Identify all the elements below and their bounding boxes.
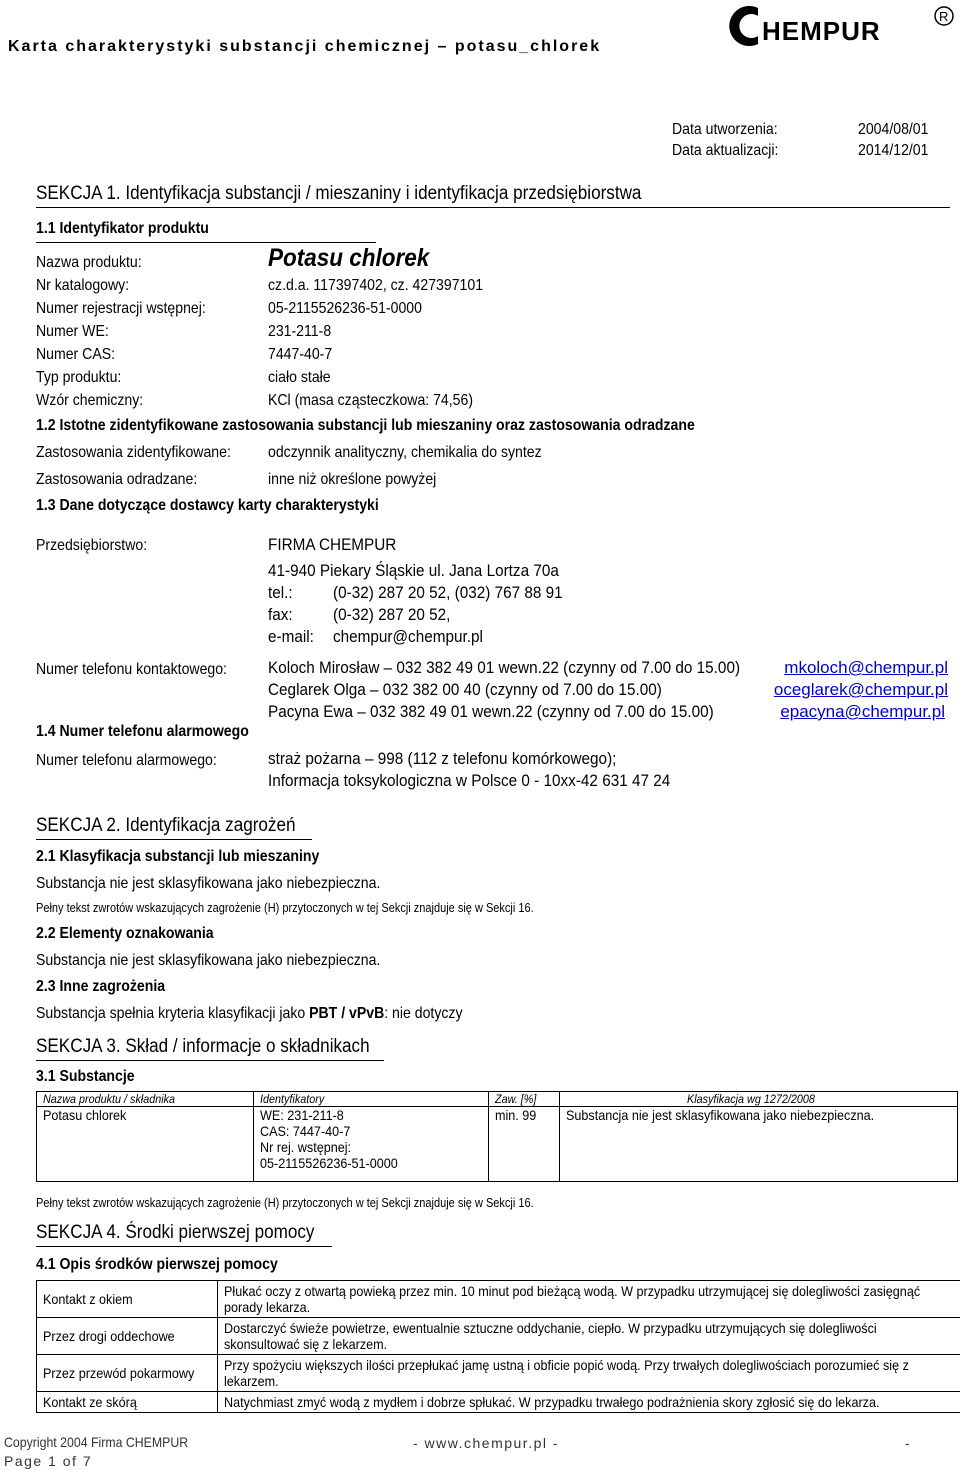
section-3-title: SEKCJA 3. Skład / informacje o składnikach (36, 1036, 370, 1057)
tel-value: (0-32) 287 20 52, (032) 767 88 91 (333, 583, 563, 602)
note-3: Pełny tekst zwrotów wskazujących zagrożenie (H) przytoczonych w tej Sekcji znajduje się w Sekcji 16. (36, 1196, 534, 1210)
contact-email-3[interactable]: epacyna@chempur.pl (780, 702, 945, 721)
heading-2-1: 2.1 Klasyfikacja substancji lub mieszaniny (36, 848, 320, 865)
text-2-2: Substancja nie jest sklasyfikowana jako niebezpieczna. (36, 952, 381, 969)
label-formula: Wzór chemiczny: (36, 392, 144, 409)
section-2-rule (36, 839, 312, 840)
section-1-rule (36, 207, 950, 208)
heading-2-3: 2.3 Inne zagrożenia (36, 978, 166, 995)
table-row (37, 1392, 960, 1413)
cell-class: Substancja nie jest sklasyfikowana jako niebezpieczna. (560, 1107, 958, 1182)
first-aid-label: Kontakt ze skórą (37, 1392, 218, 1413)
company-address: 41-940 Piekary Śląskie ul. Jana Lortza 70a (268, 561, 559, 580)
first-aid-label: Przez drogi oddechowe (37, 1318, 218, 1355)
table-header-row (37, 1092, 958, 1107)
heading-1-1-rule (36, 242, 376, 243)
col-content-header: Zaw. [%] (489, 1092, 560, 1107)
value-noruse: inne niż określone powyżej (268, 471, 437, 488)
heading-1-2: 1.2 Istotne zidentyfikowane zastosowania substancji lub mieszaniny oraz zastosowania odradzane (36, 417, 695, 434)
updated-label: Data aktualizacji: (672, 142, 779, 159)
table-row (37, 1318, 960, 1355)
tel-label: tel.: (268, 583, 293, 602)
section-2-title: SEKCJA 2. Identyfikacja zagrożeń (36, 815, 296, 836)
contact-line-2: Ceglarek Olga – 032 382 00 40 (czynny od 7.00 do 15.00) (268, 680, 662, 699)
contact-email-1[interactable]: mkoloch@chempur.pl (784, 658, 948, 677)
alarm-line-2: Informacja toksykologiczna w Polsce 0 - 10xx-42 631 47 24 (268, 771, 671, 790)
svg-text:HEMPUR: HEMPUR (762, 16, 881, 46)
section-4-rule (36, 1246, 332, 1247)
col-ids-header: Identyfikatory (254, 1092, 489, 1107)
heading-1-3: 1.3 Dane dotyczące dostawcy karty charakterystyki (36, 497, 379, 514)
contact-line-3: Pacyna Ewa – 032 382 49 01 wewn.22 (czynny od 7.00 do 15.00) (268, 702, 714, 721)
created-label: Data utworzenia: (672, 121, 778, 138)
heading-2-2: 2.2 Elementy oznakowania (36, 925, 214, 942)
label-noruse: Zastosowania odradzane: (36, 471, 198, 488)
svg-text:R: R (939, 9, 949, 24)
first-aid-text: Płukać oczy z otwartą powieką przez min. 10 minut pod bieżącą wodą. W przypadku utrzymującej się dolegliwości zasięgnąć porady lekarza. (218, 1281, 960, 1318)
composition-table (36, 1091, 958, 1182)
email-value[interactable]: chempur@chempur.pl (333, 627, 483, 646)
value-we: 231-211-8 (268, 323, 332, 340)
note-2-1: Pełny tekst zwrotów wskazujących zagrożenie (H) przytoczonych w tej Sekcji znajduje się w Sekcji 16. (36, 901, 534, 915)
value-prereg: 05-2115526236-51-0000 (268, 300, 422, 317)
label-catalog: Nr katalogowy: (36, 277, 130, 294)
value-catalog: cz.d.a. 117397402, cz. 427397101 (268, 277, 484, 294)
text-2-1: Substancja nie jest sklasyfikowana jako niebezpieczna. (36, 875, 381, 892)
cell-content: min. 99 (489, 1107, 560, 1182)
label-we: Numer WE: (36, 323, 109, 340)
footer-site[interactable]: - www.chempur.pl - (413, 1435, 560, 1451)
label-type: Typ produktu: (36, 369, 122, 386)
label-prereg: Numer rejestracji wstępnej: (36, 300, 206, 317)
email-label: e-mail: (268, 627, 314, 646)
first-aid-text: Dostarczyć świeże powietrze, ewentualnie sztuczne oddychanie, ciepło. W przypadku utrzymujących się dolegliwości skonsultować się z lekarzem. (218, 1318, 960, 1355)
section-3-rule (36, 1060, 384, 1061)
chempur-logo (722, 4, 954, 48)
footer-dash: - (905, 1435, 910, 1451)
label-company: Przedsiębiorstwo: (36, 537, 148, 554)
product-name: Potasu chlorek (268, 244, 430, 272)
contact-line-1: Koloch Mirosław – 032 382 49 01 wewn.22 (czynny od 7.00 do 15.00) (268, 658, 741, 677)
alarm-line-1: straż pożarna – 998 (112 z telefonu komórkowego); (268, 749, 617, 768)
col-name-header: Nazwa produktu / składnika (37, 1092, 254, 1107)
section-4-title: SEKCJA 4. Środki pierwszej pomocy (36, 1222, 315, 1243)
footer-copyright: Copyright 2004 Firma CHEMPUR (4, 1434, 189, 1450)
text-2-3: Substancja spełnia kryteria klasyfikacji jako PBT / vPvB: nie dotyczy (36, 1005, 463, 1022)
label-uses: Zastosowania zidentyfikowane: (36, 444, 231, 461)
value-uses: odczynnik analityczny, chemikalia do syntez (268, 444, 542, 461)
first-aid-table (36, 1280, 960, 1413)
company-name: FIRMA CHEMPUR (268, 535, 397, 554)
label-alarm: Numer telefonu alarmowego: (36, 752, 217, 769)
first-aid-text: Przy spożyciu większych ilości przepłukać jamę ustną i obficie popić wodą. Przy trwałych dolegliwościach porozumieć się z lekarzem. (218, 1355, 960, 1392)
section-1-title: SEKCJA 1. Identyfikacja substancji / mieszaniny i identyfikacja przedsiębiorstwa (36, 183, 642, 204)
label-product-name: Nazwa produktu: (36, 254, 142, 271)
document-title: Karta charakterystyki substancji chemicznej – potasu_chlorek (8, 38, 602, 55)
updated-value: 2014/12/01 (858, 142, 929, 159)
heading-1-4: 1.4 Numer telefonu alarmowego (36, 723, 249, 740)
table-row (37, 1281, 960, 1318)
col-class-header: Klasyfikacja wg 1272/2008 (560, 1092, 958, 1107)
created-value: 2004/08/01 (858, 121, 929, 138)
contact-email-2[interactable]: oceglarek@chempur.pl (773, 680, 948, 699)
heading-1-1: 1.1 Identyfikator produktu (36, 220, 209, 237)
value-formula: KCl (masa cząsteczkowa: 74,56) (268, 392, 474, 409)
table-row (37, 1355, 960, 1392)
heading-4-1: 4.1 Opis środków pierwszej pomocy (36, 1256, 278, 1273)
table-row (37, 1107, 958, 1182)
first-aid-label: Przez przewód pokarmowy (37, 1355, 218, 1392)
first-aid-label: Kontakt z okiem (37, 1281, 218, 1318)
cell-ids: WE: 231-211-8 CAS: 7447-40-7 Nr rej. wstępnej: 05-2115526236-51-0000 (254, 1107, 489, 1182)
label-cas: Numer CAS: (36, 346, 116, 363)
value-type: ciało stałe (268, 369, 331, 386)
value-cas: 7447-40-7 (268, 346, 333, 363)
label-contact-phone: Numer telefonu kontaktowego: (36, 661, 227, 678)
fax-value: (0-32) 287 20 52, (333, 605, 451, 624)
footer-page-number: Page 1 of 7 (4, 1453, 93, 1469)
fax-label: fax: (268, 605, 293, 624)
heading-3-1: 3.1 Substancje (36, 1068, 135, 1085)
first-aid-text: Natychmiast zmyć wodą z mydłem i dobrze spłukać. W przypadku trwałego podrażnienia skory zgłosić się do lekarza. (218, 1392, 960, 1413)
cell-name: Potasu chlorek (37, 1107, 254, 1182)
